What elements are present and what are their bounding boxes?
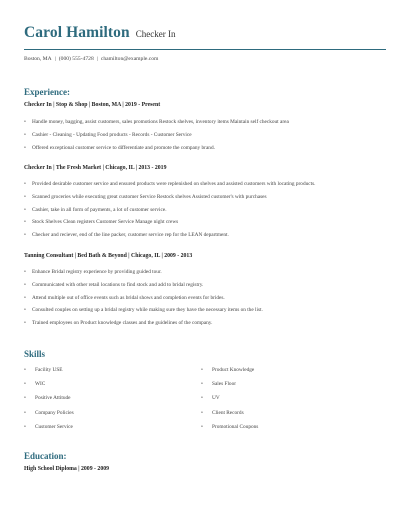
education-degree: High School Diploma | 2009 - 2009 xyxy=(24,466,110,472)
list-item: • Customer Service xyxy=(24,424,174,438)
list-item: • Consulted couples on setting up a bridal registry while making sure they have the necessary items on the list. xyxy=(24,307,386,320)
list-item: • Provided desirable customer service and ensured products were replenished on shelves and assisted customers with locating products. xyxy=(24,181,386,194)
skills-left-column xyxy=(24,367,174,438)
candidate-title: Checker In xyxy=(135,29,176,39)
list-item: • Handle money, bagging, assist customers, sales promotions Restock shelves, inventory items Maintain self checkout area xyxy=(24,119,386,132)
education-heading: Education: xyxy=(24,451,67,461)
job-header-1: Checker In | Stop & Shop | Boston, MA | 2019 - Present xyxy=(24,102,161,108)
skills-right-column xyxy=(201,367,351,438)
list-item: • Product Knowledge xyxy=(201,367,351,381)
contact-email[interactable]: chamilton@example.com xyxy=(100,56,159,62)
list-item: • Scanned groceries while executing great customer Service Restock shelves Assisted customer's with purchases xyxy=(24,194,386,207)
skills-heading: Skills xyxy=(24,349,46,359)
list-item: • UV xyxy=(201,395,351,409)
contact-separator: | xyxy=(96,56,98,62)
list-item: • Cashier, take in all form of payments, a lot of customer service. xyxy=(24,207,386,220)
list-item: • Enhance Bridal registry experience by providing guided tour. xyxy=(24,269,386,282)
list-item: • Facility USE xyxy=(24,367,174,381)
list-item: • Stock Shelves Clean registers Customer Service Manage night crews xyxy=(24,219,386,232)
list-item: • Client Records xyxy=(201,410,351,424)
list-item: • Communicated with other retail locations to find stock and add to bridal registry. xyxy=(24,282,386,295)
list-item: • WIC xyxy=(24,381,174,395)
list-item: • Promotional Coupons xyxy=(201,424,351,438)
resume-header xyxy=(24,24,386,42)
candidate-name: Carol Hamilton xyxy=(24,24,130,41)
list-item: • Sales Floor xyxy=(201,381,351,395)
list-item: • Cashier - Cleaning - Updating Food products - Records - Customer Service xyxy=(24,132,386,145)
list-item: • Company Policies xyxy=(24,410,174,424)
name-row xyxy=(24,24,386,42)
contact-separator: | xyxy=(54,56,56,62)
list-item: • Offered exceptional customer service to differentiate and promote the company brand. xyxy=(24,145,386,158)
list-item: • Checker and reciever, end of the line packer, customer service rep for the LEAN department. xyxy=(24,232,386,245)
contact-city: Boston, MA xyxy=(24,56,52,62)
job-header-3: Tanning Consultant | Bed Bath & Beyond | Chicago, IL | 2009 - 2013 xyxy=(24,253,193,259)
job-header-2: Checker In | The Fresh Market | Chicago, IL | 2013 - 2019 xyxy=(24,165,167,171)
contact-line xyxy=(24,56,158,62)
job-2-bullets xyxy=(24,181,386,245)
header-divider xyxy=(24,49,386,50)
list-item: • Positive Attitude xyxy=(24,395,174,409)
job-3-bullets xyxy=(24,269,386,333)
contact-phone: (000) 555-4728 xyxy=(58,56,94,62)
experience-heading: Experience: xyxy=(24,87,70,97)
list-item: • Trained employees on Product knowledge classes and the guidelines of the company. xyxy=(24,320,386,333)
list-item: • Attend multiple out of office events such as bridal shows and completion events for brides. xyxy=(24,295,386,308)
job-1-bullets xyxy=(24,119,386,157)
